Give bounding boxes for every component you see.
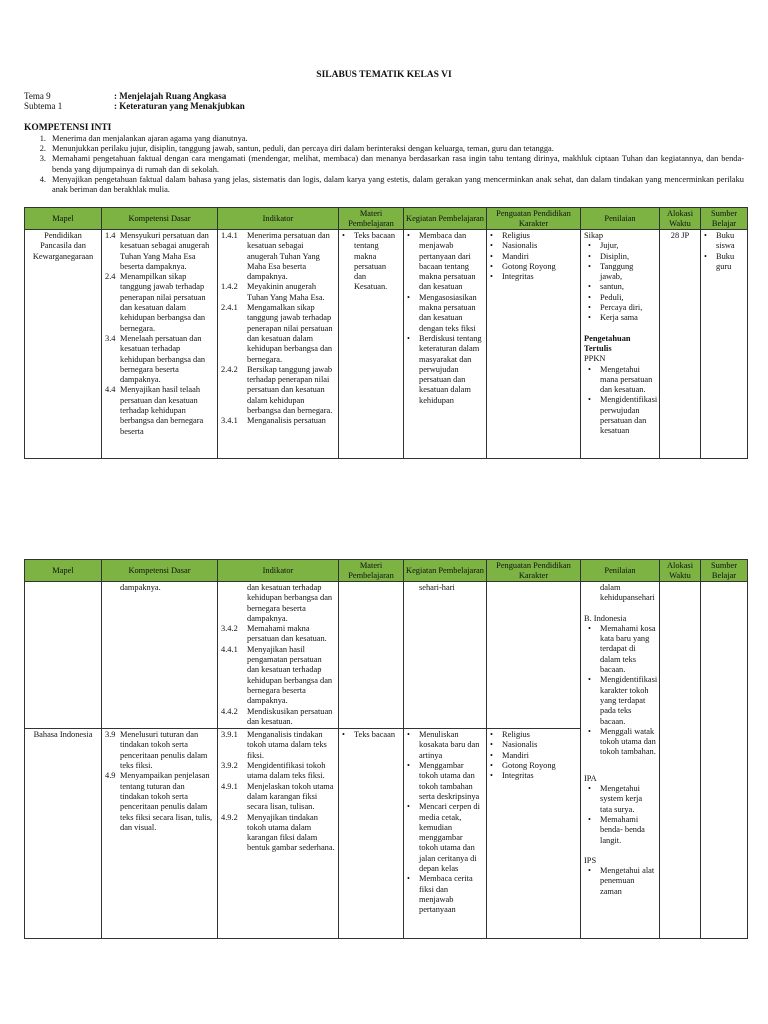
- cell-indikator: 1.4.1 Menerima persatuan dan kesatuan sebagai anugerah Tuhan Yang Maha Esa beserta dampaknya. 1.4.2 Meyakinin anugerah Tuhan Yang Maha Esa. 2.4.1 Mengamalkan sikap tanggung jawab terhadap penerapan nilai persatuan dan kesatuan dalam kehidupan berbangsa dan bernegara. 2.4.2 Bersikap tanggung jawab terhadap penerapan nilai persatuan dan kesatuan dalam kehidupan berbangsa dan bernegara. 3.4.1 Menganalisis persatuan: [218, 230, 339, 459]
- header-alokasi: Alokasi Waktu: [660, 560, 701, 582]
- bullet-icon: •: [490, 750, 493, 760]
- cell-kegiatan: sehari-hari: [404, 582, 487, 729]
- cell-mapel: [25, 582, 102, 729]
- bullet-icon: •: [490, 231, 493, 240]
- bullet-icon: •: [407, 231, 410, 240]
- bullet-icon: •: [407, 874, 410, 884]
- ki-item: 2. Menunjukkan perilaku jujur, disiplin, tanggung jawab, santun, peduli, dan percaya diri dalam berinteraksi dengan keluarga, teman, guru dan tetangga.: [39, 144, 554, 154]
- header-penilaian: Penilaian: [581, 560, 660, 582]
- bullet-icon: •: [588, 251, 591, 261]
- bullet-icon: •: [588, 241, 591, 251]
- cell-mapel: Bahasa Indonesia: [25, 729, 102, 939]
- bullet-icon: •: [588, 292, 591, 302]
- header-kegiatan: Kegiatan Pembelajaran: [404, 560, 487, 582]
- table-header-row: [25, 208, 748, 230]
- table-row: [25, 582, 748, 729]
- bullet-icon: •: [407, 730, 410, 740]
- syllabus-table-1: [24, 207, 748, 459]
- header-sumber: Sumber Belajar: [701, 208, 748, 230]
- bullet-icon: •: [490, 251, 493, 261]
- syllabus-table-2: [24, 559, 748, 939]
- bullet-icon: •: [588, 814, 591, 824]
- cell-indikator: 3.9.1 Menganalisis tindakan tokoh utama dalam teks fiksi. 3.9.2 Mengidentifikasi tokoh utama dalam teks fiksi. 4.9.1 Menjelaskan tokoh utama dalam karangan fiksi secara lisan, tulisan. 4.9.2 Menyajikan tindakan tokoh utama dalam karangan fiksi dalam bentuk gambar sederhana.: [218, 729, 339, 939]
- tema-row: [24, 91, 226, 101]
- table-header-row: [25, 560, 748, 582]
- header-kompetensi-dasar: Kompetensi Dasar: [102, 208, 218, 230]
- header-indikator: Indikator: [218, 208, 339, 230]
- subtema-value: : Keteraturan yang Menakjubkan: [114, 101, 245, 111]
- bullet-icon: •: [342, 231, 345, 240]
- header-kompetensi-dasar: Kompetensi Dasar: [102, 560, 218, 582]
- header-mapel: Mapel: [25, 208, 102, 230]
- cell-kompetensi-dasar: 3.9 Menelusuri tuturan dan tindakan tokoh serta penceritaan penulis dalam teks fiksi. 4.9 Menyampaikan penjelasan tentang tuturan dan tindakan tokoh serta penceritaan penulis dalam teks fiksi secara lisan, tulis, dan visual.: [102, 729, 218, 939]
- tema-value: : Menjelajah Ruang Angkasa: [114, 91, 227, 101]
- bullet-icon: •: [490, 740, 493, 750]
- cell-ppk: • Religius • Nasionalis • Mandiri • Gotong Royong • Integritas: [487, 230, 581, 459]
- bullet-icon: •: [407, 761, 410, 771]
- bullet-icon: •: [588, 261, 591, 271]
- subtema-row: [24, 101, 245, 111]
- cell-materi: • Teks bacaan tentang makna persatuan dan Kesatuan.: [339, 230, 404, 459]
- bullet-icon: •: [588, 866, 591, 876]
- kompetensi-inti-heading: KOMPETENSI INTI: [24, 123, 112, 133]
- bullet-icon: •: [588, 395, 591, 405]
- bullet-icon: •: [588, 623, 591, 633]
- header-materi: Materi Pembelajaran: [339, 560, 404, 582]
- cell-penilaian: dalam kehidupansehari B. Indonesia • Memahami kosa kata baru yang terdapat di dalam teks bacaan. • Mengidentifikasi karakter tokoh yang terdapat pada teks bacaan. • Menggali watak tokoh utama dan tokoh tambahan. IPA • Mengetahui system kerja tata surya. • Memahami benda- benda langit. IPS • Mengetahui alat penemuan zaman: [581, 582, 660, 939]
- bullet-icon: •: [490, 261, 493, 271]
- header-materi: Materi Pembelajaran: [339, 208, 404, 230]
- bullet-icon: •: [588, 313, 591, 323]
- cell-indikator: dan kesatuan terhadap kehidupan berbangsa dan bernegara beserta dampaknya. 3.4.2 Memahami makna persatuan dan kesatuan. 4.4.1 Menyajikan hasil pengamatan persatuan dan kesatuan terhadap kehidupan berbangsa dan bernegara beserta dampaknya. 4.4.2 Mendiskusikan persatuan dan kesatuan.: [218, 582, 339, 729]
- header-mapel: Mapel: [25, 560, 102, 582]
- cell-materi: [339, 582, 404, 729]
- cell-ppk: [487, 582, 581, 729]
- cell-mapel: Pendidikan Pancasila dan Kewarganegaraan: [25, 230, 102, 459]
- header-kegiatan: Kegiatan Pembelajaran: [404, 208, 487, 230]
- penilaian-ips-label: IPS: [584, 855, 597, 865]
- header-penilaian: Penilaian: [581, 208, 660, 230]
- penilaian-bi-label: B. Indonesia: [584, 613, 627, 623]
- header-indikator: Indikator: [218, 560, 339, 582]
- ki-item: 1. Menerima dan menjalankan ajaran agama yang dianutnya.: [39, 134, 248, 143]
- bullet-icon: •: [588, 303, 591, 313]
- cell-materi: • Teks bacaan: [339, 729, 404, 939]
- table-row: [25, 230, 748, 459]
- cell-kegiatan: • Menuliskan kosakata baru dan artinya • Menggambar tokoh utama dan tokoh tambahan serta deskripsinya • Mencari cerpen di media cetak, kemudian menggambar tokoh utama dan jalan ceritanya di depan kelas • Membaca cerita fiksi dan menjawab pertanyaan: [404, 729, 487, 939]
- bullet-icon: •: [407, 292, 410, 302]
- cell-kegiatan: • Membaca dan menjawab pertanyaan dari bacaan tentang makna persatuan dan kesatuan • Mengasosiasikan makna persatuan dan kesatuan dengan teks fiksi • Berdiskusi tentang keteraturan dalam masyarakat dan perwujudan persatuan dan kesatuan dalam kehidupan: [404, 230, 487, 459]
- tema-label: Tema 9: [24, 91, 51, 101]
- kompetensi-inti-list: [24, 134, 744, 195]
- bullet-icon: •: [588, 784, 591, 794]
- bullet-icon: •: [490, 771, 493, 781]
- header-alokasi: Alokasi Waktu: [660, 208, 701, 230]
- bullet-icon: •: [588, 675, 591, 685]
- bullet-icon: •: [407, 802, 410, 812]
- subtema-label: Subtema 1: [24, 101, 63, 111]
- cell-kompetensi-dasar: 1.4 Mensyukuri persatuan dan kesatuan sebagai anugerah Tuhan Yang Maha Esa beserta dampaknya. 2.4 Menampilkan sikap tanggung jawab terhadap penerapan nilai persatuan dan kesatuan dalam kehidupan berbangsa dan bernegara. 3.4 Menelaah persatuan dan kesatuan terhadap kehidupan berbangsa dan bernegara beserta dampaknya. 4.4 Menyajikan hasil telaah persatuan dan kesatuan terhadap kehidupan berbangsa dan bernegara beserta: [102, 230, 218, 459]
- document-title: SILABUS TEMATIK KELAS VI: [316, 70, 452, 80]
- penilaian-ppkn-label: PPKN: [584, 354, 606, 364]
- bullet-icon: •: [588, 364, 591, 374]
- bullet-icon: •: [704, 231, 707, 240]
- bullet-icon: •: [490, 241, 493, 251]
- ki-item: 3. Memahami pengetahuan faktual dengan cara mengamati (mendengar, melihat, membaca) dan menanya berdasarkan rasa ingin tahu tentang dirinya, makhluk ciptaan Tuhan dan kegiatannya, dan benda-benda yang dijumpainya di rumah dan di sekolah.: [39, 154, 744, 174]
- cell-kompetensi-dasar: dampaknya.: [102, 582, 218, 729]
- penilaian-sikap-label: Sikap: [584, 231, 604, 240]
- bullet-icon: •: [588, 282, 591, 292]
- bullet-icon: •: [342, 730, 345, 740]
- penilaian-pengetahuan-label: Pengetahuan Tertulis: [584, 333, 631, 353]
- cell-sumber: [701, 582, 748, 939]
- cell-sumber: • Buku siswa • Buku guru: [701, 230, 748, 459]
- ki-item: 4. Menyajikan pengetahuan faktual dalam bahasa yang jelas, sistematis dan logis, dalam karya yang estetis, dalam gerakan yang mencerminkan anak sehat, dan dalam tindakan yang mencerminkan perilaku anak beriman dan berakhlak mulia.: [39, 174, 744, 195]
- header-sumber: Sumber Belajar: [701, 560, 748, 582]
- cell-alokasi: [660, 582, 701, 939]
- header-ppk: Penguatan Pendidikan Karakter: [487, 560, 581, 582]
- penilaian-ipa-label: IPA: [584, 773, 597, 783]
- bullet-icon: •: [490, 730, 493, 740]
- cell-alokasi: 28 JP: [660, 230, 701, 459]
- bullet-icon: •: [490, 272, 493, 282]
- cell-penilaian: Sikap • Jujur, • Disiplin, • Tanggung jawab, • santun, • Peduli, • Percaya diri, • Kerja sama Pengetahuan Tertulis PPKN • Mengetahui mana persatuan dan kesatuan. • Mengidentifikasi perwujudan persatuan dan kesatuan: [581, 230, 660, 459]
- bullet-icon: •: [588, 726, 591, 736]
- bullet-icon: •: [407, 333, 410, 343]
- bullet-icon: •: [704, 251, 707, 261]
- bullet-icon: •: [490, 761, 493, 771]
- header-ppk: Penguatan Pendidikan Karakter: [487, 208, 581, 230]
- cell-ppk: • Religius • Nasionalis • Mandiri • Gotong Royong • Integritas: [487, 729, 581, 939]
